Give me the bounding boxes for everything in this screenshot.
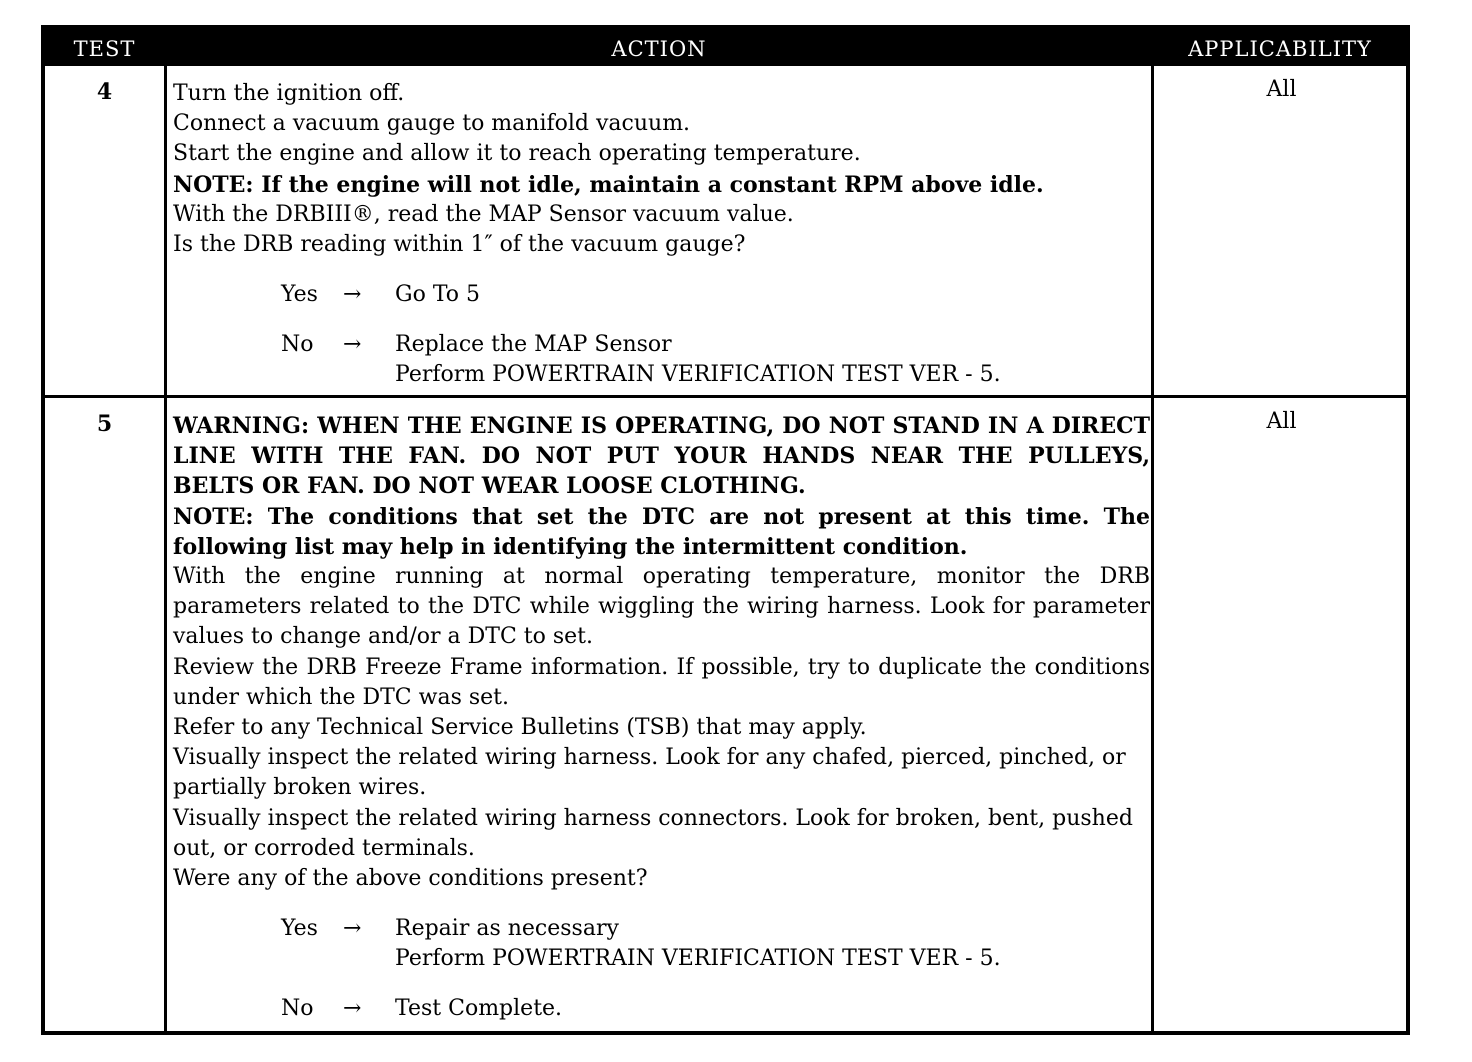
header-applicability: APPLICABILITY	[1188, 37, 1372, 61]
yes-label: Yes	[281, 282, 318, 308]
arrow-icon: →	[343, 282, 362, 308]
action-line: With the engine running at normal operating temperature, monitor the DRB parameters related to the DTC while wiggling the wiring harness. Look for parameter values to change and/or a DTC to set.	[173, 564, 1150, 650]
no-text: Test Complete.	[395, 996, 563, 1022]
applicability-value: All	[1266, 409, 1297, 434]
warning-text: WARNING: WHEN THE ENGINE IS OPERATING, DO NOT STAND IN A DIRECT LINE WITH THE FAN. DO NOT PUT YOUR HANDS NEAR THE PULLEYS, BELTS OR FAN. DO NOT WEAR LOOSE CLOTHING.	[173, 413, 1150, 500]
action-line: Is the DRB reading within 1″ of the vacuum gauge?	[173, 232, 746, 258]
yes-text: Repair as necessary	[395, 916, 619, 942]
no-answer	[173, 330, 1150, 360]
arrow-icon: →	[343, 916, 362, 942]
no-label: No	[281, 332, 314, 358]
yes-answer	[173, 914, 1150, 944]
note-line: NOTE: If the engine will not idle, maintain a constant RPM above idle.	[173, 171, 1044, 198]
action-line: Were any of the above conditions present?	[173, 866, 648, 892]
header-action: ACTION	[611, 37, 707, 61]
action-cell	[173, 411, 1150, 1024]
action-line: Turn the ignition off.	[173, 81, 405, 106]
test-number: 5	[96, 411, 113, 437]
no-label: No	[281, 996, 314, 1022]
header-test: TEST	[73, 37, 136, 61]
no-text: Replace the MAP Sensor	[395, 332, 672, 358]
arrow-icon: →	[343, 332, 362, 358]
yes-text: Go To 5	[395, 282, 481, 308]
table-header	[45, 29, 1406, 66]
action-line: With the DRBIII®, read the MAP Sensor vacuum value.	[173, 201, 794, 227]
yes-answer	[173, 280, 1150, 310]
note-text: NOTE: The conditions that set the DTC are not present at this time. The following list may help in identifying the intermittent condition.	[173, 503, 1150, 560]
arrow-icon: →	[343, 996, 362, 1022]
no-text-2: Perform POWERTRAIN VERIFICATION TEST VER - 5.	[395, 362, 1001, 388]
column-divider	[1151, 29, 1154, 1031]
action-line: Refer to any Technical Service Bulletins (TSB) that may apply.	[173, 715, 867, 741]
yes-label: Yes	[281, 916, 318, 942]
action-line: Review the DRB Freeze Frame information. If possible, try to duplicate the conditions under which the DTC was set.	[173, 654, 1150, 710]
action-line: Visually inspect the related wiring harness. Look for any chafed, pierced, pinched, or partially broken wires.	[173, 745, 1126, 801]
test-number: 4	[96, 79, 113, 105]
diagnostic-test-table	[41, 25, 1410, 1035]
row-divider	[45, 395, 1406, 398]
no-answer	[173, 994, 1150, 1024]
action-line: Connect a vacuum gauge to manifold vacuum.	[173, 111, 691, 137]
action-line: Start the engine and allow it to reach operating temperature.	[173, 141, 861, 167]
column-divider	[164, 29, 167, 1031]
action-cell	[173, 79, 1150, 390]
yes-text-2: Perform POWERTRAIN VERIFICATION TEST VER - 5.	[395, 946, 1001, 972]
action-line: Visually inspect the related wiring harness connectors. Look for broken, bent, pushed out, or corroded terminals.	[173, 805, 1133, 861]
applicability-value: All	[1266, 77, 1297, 102]
